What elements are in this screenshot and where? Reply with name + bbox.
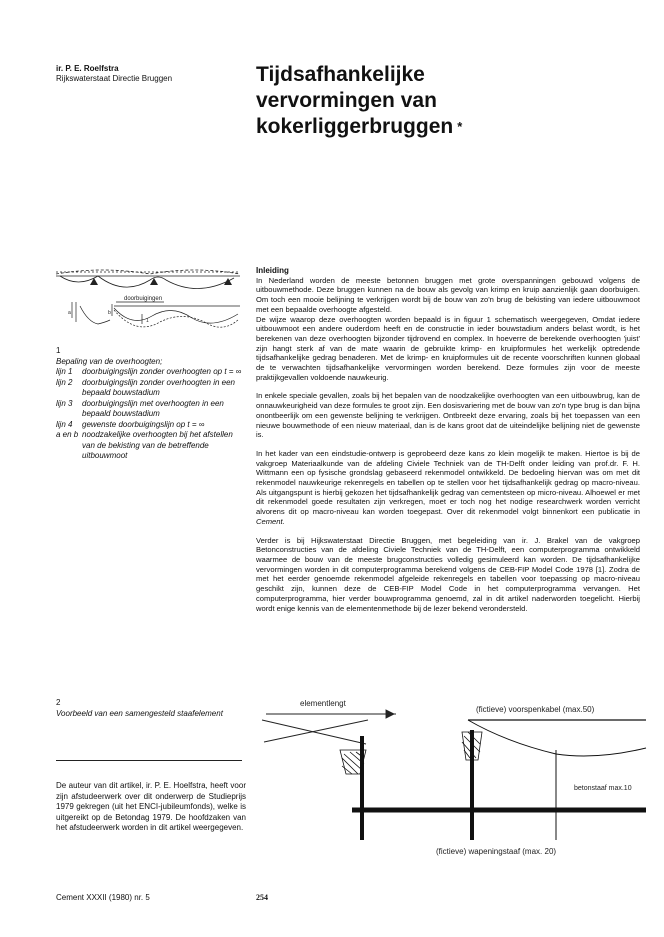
paragraph-text: In Nederland worden de meeste betonnen bruggen met grote overspanningen gebouwd volgens de uitbouwmethode. Deze bruggen kunnen na de bouw als gevolg van krimp en kruip aanzienlijk gaan doorbuigen. Om toch een mooie belijning te verkrijgen wordt bij de bouw van zo'n brug de bekisting van iedere uitbouwmoot met een bepaalde overhoogte afgesteld. — [256, 275, 640, 314]
legend-key: a en b — [56, 430, 79, 439]
detail-inset — [72, 302, 240, 327]
diagram-mark-b: b — [108, 310, 111, 316]
bridge-outline — [56, 270, 240, 289]
legend-key: lijn 3 — [56, 398, 73, 408]
legend-text: doorbuigingslijn zonder overhoogten op t = ∞ — [82, 367, 242, 376]
figure1-legend-item — [56, 399, 246, 420]
divider-line — [56, 760, 242, 761]
figure1-legend-item — [56, 420, 246, 431]
figure1-legend-item — [56, 430, 246, 462]
author-name: ir. P. E. Roelfstra — [56, 64, 119, 73]
journal-citation: Cement. — [256, 516, 285, 526]
paragraph-text: In het kader van een eindstudie-ontwerp is geprobeerd deze kans zo klein mogelijk te maken. Hiertoe is bij de vakgroep Materiaalkunde van de afdeling Civiele Techniek van de TH-Delft onder leiding van prof.dr. F. H. Wittmann een op fysische grondslag gebaseerd rekenmodel ontwikkeld. De bedoeling hiervan was om met dit rekenmodel nauwkeurige rekenregels en tabellen op te stellen voor het tijdsafhankelijk gedrag op macro-niveau. Als uitgangspunt is hierbij gekozen het tijdsafhankelijk gedrag van cementsteen op micro-niveau. Alhoewel er met dit rekenmodel goede resultaten zijn verkregen, moet er toch nog het nodige researchwerk worden verricht alvorens dit op macro-niveau kan worden toegepast. Over dit rekenmodel volgt binnenkort een publicatie in — [256, 448, 640, 517]
figure2-number: 2 — [56, 698, 61, 707]
legend-key: lijn 2 — [56, 377, 73, 387]
reinforcement-bar-label: (fictieve) wapeningstaaf (max. 20) — [436, 847, 557, 856]
author-affiliation: Rijkswaterstaat Directie Bruggen — [56, 74, 173, 83]
section-heading: Inleiding — [256, 266, 289, 275]
paragraph — [256, 449, 640, 527]
legend-text: noodzakelijke overhoogten bij het afstellen van de bekisting van de betreffende uitbouwmoot — [82, 430, 233, 460]
footer-journal: Cement XXXII (1980) nr. 5 — [56, 893, 150, 902]
legend-key: lijn 4 — [56, 419, 73, 429]
article-body — [256, 266, 640, 622]
figure1-caption — [56, 346, 246, 462]
figure1-number: 1 — [56, 346, 61, 355]
figure1-diagram — [54, 262, 244, 340]
paragraph: Verder is bij Hijkswaterstaat Directie Bruggen, met begeleiding van ir. J. Brakel van de vakgroep Betonconstructies van de afdeling Civiele Techniek van de TH-Delft, een computerprogramma ontwikkeld waarmee de bouw van de meeste brugconstructies volledig gesimuleerd kan worden. De tijdsafhankelijke vervormingen worden in dit computerprogramma berekend volgens de CEB-FIP Model Code 1978 [1]. Zodra de met het eerder genoemde rekenmodel afgeleide rekenregels en tabellen voor toepassing op macro-niveau geschikt zijn, kunnen deze de CEB-FIP Model Code in het computerprogramma vervangen. Het computerprogramma, hier verder bouwprogramma genoemd, zal in dit artikel naderworden toegelicht. Hierbij wordt enige kennis van de elementenmethode bij de lezer bekend verondersteld. — [256, 535, 640, 613]
title-line: Tijdsafhankelijke — [256, 63, 425, 86]
figure2-caption-text: Voorbeeld van een samengesteld staafelement — [56, 708, 223, 718]
author-note: De auteur van dit artikel, ir. P. E. Hoelfstra, heeft voor zijn afstudeerwerk over dit onderwerp de Studieprijs 1979 gekregen (uit het ENCI-jubileumfonds), welke is uitgereikt op de Betondag 1979. De hoofdzaken van het afstudeerwerk worden in dit artikel weergegeven. — [56, 781, 246, 833]
diagram-mark-1: 1 — [146, 318, 149, 324]
figure1-caption-text: Bepaling van de overhoogten; — [56, 356, 163, 366]
prestress-cable-label: (fictieve) voorspenkabel (max.50) — [476, 705, 595, 714]
paragraph — [256, 276, 640, 383]
figure1-legend-item — [56, 367, 246, 378]
paragraph: In enkele speciale gevallen, zoals bij het bepalen van de noodzakelijke overhoogten van een uitbouwbrug, kan de onnauwkeurigheid van deze formules te groot zijn. Een dosisvariering met de bouw van zo'n type brug is dan bijna onontbeerlijk om een gewenste belijning te verkrijgen. Ontbreekt deze ervaring, zoals bij het toepassen van een nieuwe bouwmethode of een nieuw materiaal, dan is de kans groot dat de uiteindelijke belijning niet de gewenste is. — [256, 391, 640, 440]
concrete-bar-label: betonstaaf max.10 — [574, 785, 632, 792]
legend-text: doorbuigingslijn zonder overhoogten in een bepaald bouwstadium — [82, 377, 235, 397]
cross-section — [352, 720, 646, 840]
diagram-label-doorbuigingen: doorbuigingen — [124, 296, 163, 302]
legend-text: doorbuigingslijn met overhoogten in een bepaald bouwstadium — [82, 398, 224, 418]
legend-key: lijn 1 — [56, 367, 73, 376]
element-length-label: elementlengt — [300, 699, 346, 708]
page-number: 254 — [256, 893, 268, 902]
title-line-text: kokerliggerbruggen — [256, 115, 454, 138]
paragraph-text: De wijze waarop deze overhoogten worden bepaald is in figuur 1 schematisch weergegeven, Omdat iedere uitbouwmoot een andere ouderdom heeft en de constructie in ieder bouwstadium anders belast wordt, is het berekenen van deze overhoogten bijzonder tijdrovend en complex. In hoeverre de berekende overhoogten 'juist' zijn hangt sterk af van de mate waarin de gebruikte krimp- en kruipformules het werkelijk optredende tijdsafhankelijke gedrag benaderen. Met de krimp- en kruipformules uit de recente voorschriften kunnen globaal de te verwachten tijdsafhankelijke vervormingen worden berekend. Deze formules zijn voor de meeste praktijkgevallen voldoende nauwkeurig. — [256, 314, 640, 382]
article-title — [256, 62, 586, 140]
footnote-asterisk: * — [457, 119, 463, 134]
legend-text: gewenste doorbuigingslijn op t = ∞ — [82, 419, 205, 429]
element-length-arrows — [262, 710, 396, 744]
title-line — [256, 114, 586, 140]
title-line: vervormingen van — [256, 89, 437, 112]
figure2-diagram — [256, 690, 652, 860]
figure1-legend-item — [56, 378, 246, 399]
diagram-mark-a: a — [68, 310, 71, 316]
figure2-caption — [56, 698, 236, 719]
